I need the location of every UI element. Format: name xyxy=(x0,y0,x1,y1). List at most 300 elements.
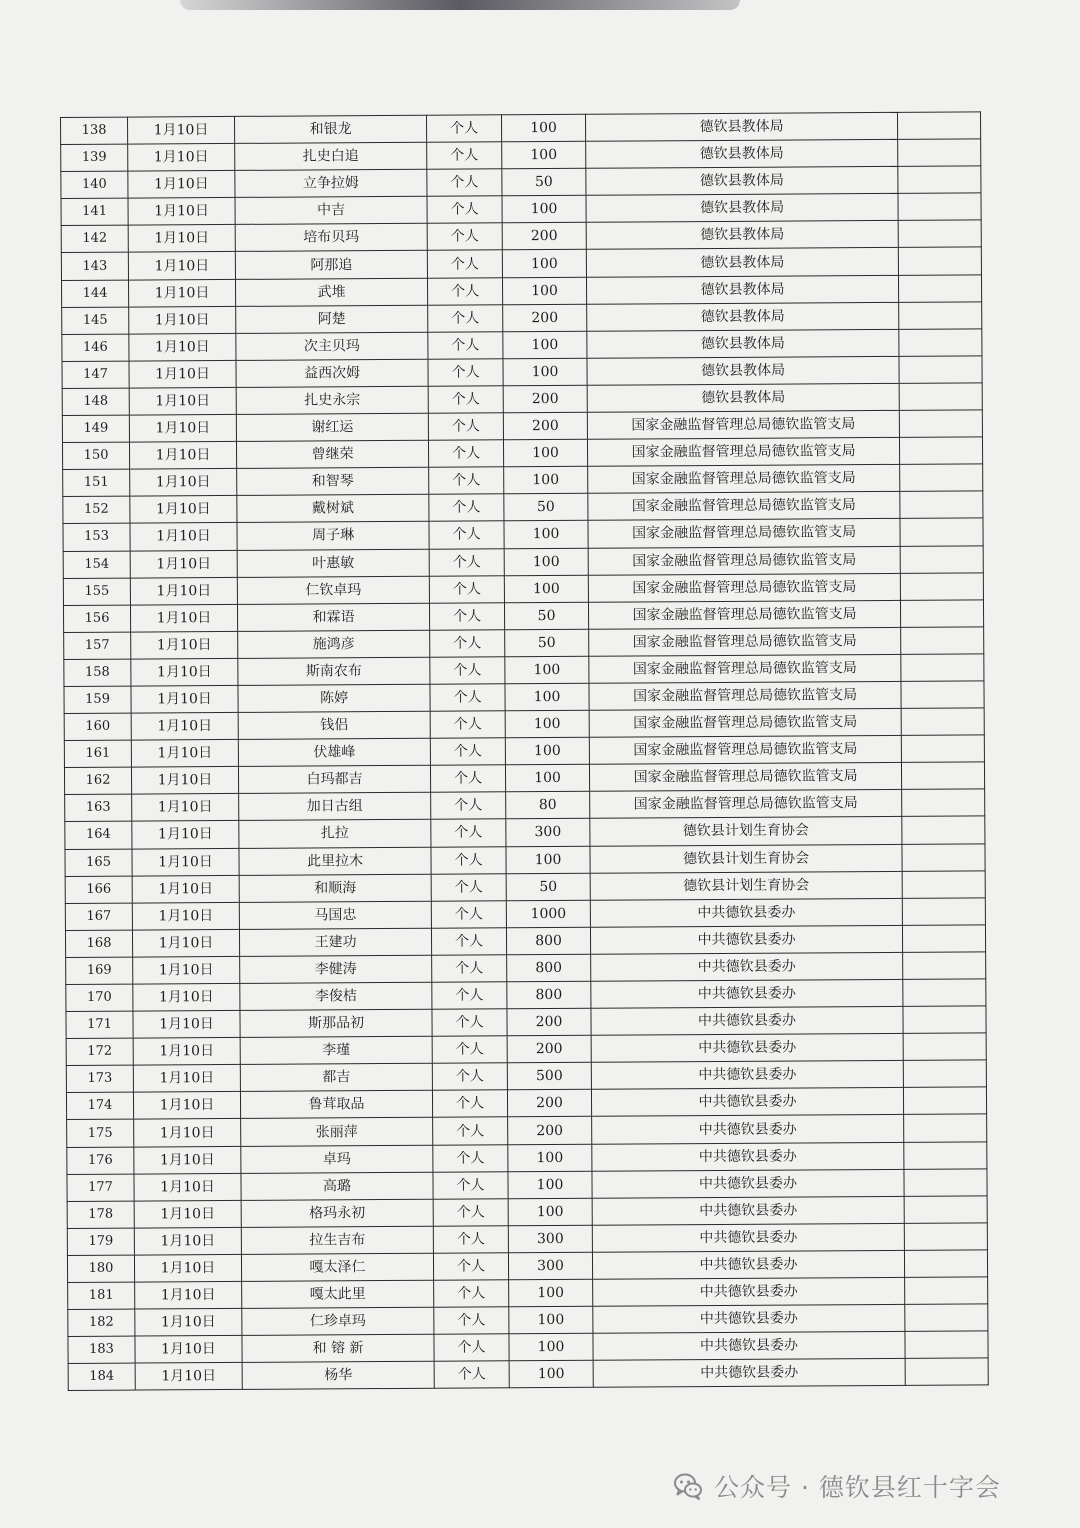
donor-unit: 德钦县教体局 xyxy=(586,275,898,304)
donation-amount: 200 xyxy=(508,1117,592,1145)
watermark-text: 公众号 · 德钦县红十字会 xyxy=(714,1473,1001,1502)
donation-amount: 800 xyxy=(507,981,591,1009)
row-number: 182 xyxy=(68,1309,135,1337)
donation-date: 1月10日 xyxy=(129,442,236,470)
row-number: 170 xyxy=(66,984,133,1012)
donor-type: 个人 xyxy=(427,196,502,224)
row-number: 160 xyxy=(64,713,131,741)
donor-unit: 中共德钦县委办 xyxy=(593,1304,905,1333)
donation-date: 1月10日 xyxy=(128,225,235,253)
donation-amount: 100 xyxy=(502,250,586,278)
remarks-cell xyxy=(901,762,984,790)
donor-type: 个人 xyxy=(431,846,506,874)
donor-type: 个人 xyxy=(433,1253,508,1281)
wechat-icon xyxy=(672,1470,704,1502)
donor-type: 个人 xyxy=(427,223,502,251)
donor-name: 斯南农布 xyxy=(238,657,430,685)
donor-name: 扎史永宗 xyxy=(236,386,428,414)
remarks-cell xyxy=(903,952,986,980)
row-number: 171 xyxy=(66,1011,133,1039)
remarks-cell xyxy=(897,112,980,140)
donation-date: 1月10日 xyxy=(132,929,239,957)
donor-type: 个人 xyxy=(429,602,504,630)
row-number: 144 xyxy=(61,280,128,308)
donation-date: 1月10日 xyxy=(128,252,235,280)
donation-date: 1月10日 xyxy=(131,767,238,795)
donation-amount: 1000 xyxy=(506,900,590,928)
donor-unit: 中共德钦县委办 xyxy=(592,1115,904,1144)
donor-unit: 中共德钦县委办 xyxy=(593,1332,905,1361)
donation-date: 1月10日 xyxy=(128,144,235,172)
row-number: 162 xyxy=(64,767,131,795)
donor-name: 加日古组 xyxy=(239,793,431,821)
donation-date: 1月10日 xyxy=(128,198,235,226)
donor-unit: 国家金融监督管理总局德钦监管支局 xyxy=(588,546,900,575)
remarks-cell xyxy=(904,1141,987,1169)
donor-type: 个人 xyxy=(427,250,502,278)
donor-unit: 国家金融监督管理总局德钦监管支局 xyxy=(588,519,900,548)
donor-unit: 中共德钦县委办 xyxy=(591,1088,903,1117)
donor-name: 李俊桔 xyxy=(240,982,432,1010)
row-number: 164 xyxy=(65,822,132,850)
donation-amount: 100 xyxy=(508,1198,592,1226)
donation-amount: 200 xyxy=(503,385,587,413)
donor-name: 嘎太泽仁 xyxy=(241,1253,433,1281)
donation-amount: 100 xyxy=(503,331,587,359)
donation-date: 1月10日 xyxy=(129,333,236,361)
remarks-cell xyxy=(904,1114,987,1142)
donor-unit: 德钦县教体局 xyxy=(586,221,898,250)
donation-amount: 200 xyxy=(503,304,587,332)
donor-type: 个人 xyxy=(428,386,503,414)
donor-name: 和 镕 新 xyxy=(242,1334,434,1362)
donor-unit: 国家金融监督管理总局德钦监管支局 xyxy=(588,600,900,629)
remarks-cell xyxy=(901,654,984,682)
row-number: 172 xyxy=(66,1038,133,1066)
row-number: 147 xyxy=(62,361,129,389)
remarks-cell xyxy=(902,816,985,844)
donation-amount: 200 xyxy=(503,412,587,440)
donation-amount: 80 xyxy=(506,792,590,820)
donor-name: 培布贝玛 xyxy=(235,224,427,252)
donor-type: 个人 xyxy=(431,873,506,901)
remarks-cell xyxy=(900,518,983,546)
donor-name: 仁珍卓玛 xyxy=(242,1307,434,1335)
donation-date: 1月10日 xyxy=(135,1336,242,1364)
donation-date: 1月10日 xyxy=(131,740,238,768)
donation-date: 1月10日 xyxy=(131,631,238,659)
donor-name: 扎拉 xyxy=(239,820,431,848)
donation-date: 1月10日 xyxy=(131,658,238,686)
row-number: 138 xyxy=(61,117,128,145)
remarks-cell xyxy=(903,1060,986,1088)
row-number: 179 xyxy=(67,1228,134,1256)
donation-amount: 100 xyxy=(509,1333,593,1361)
donor-unit: 国家金融监督管理总局德钦监管支局 xyxy=(588,573,900,602)
donation-amount: 200 xyxy=(507,1035,591,1063)
row-number: 184 xyxy=(68,1363,135,1391)
remarks-cell xyxy=(904,1223,987,1251)
donor-name: 次主贝玛 xyxy=(236,332,428,360)
donation-date: 1月10日 xyxy=(132,794,239,822)
donation-amount: 100 xyxy=(509,1361,593,1389)
row-number: 167 xyxy=(65,903,132,931)
donation-amount: 100 xyxy=(502,277,586,305)
donor-unit: 中共德钦县委办 xyxy=(591,952,903,981)
row-number: 173 xyxy=(66,1065,133,1093)
donor-name: 叶惠敏 xyxy=(237,549,429,577)
donor-type: 个人 xyxy=(429,548,504,576)
donation-table xyxy=(60,111,989,1391)
donor-type: 个人 xyxy=(428,332,503,360)
row-number: 157 xyxy=(64,632,131,660)
row-number: 178 xyxy=(67,1201,134,1229)
donation-date: 1月10日 xyxy=(134,1227,241,1255)
remarks-cell xyxy=(905,1331,988,1359)
donor-name: 高璐 xyxy=(241,1172,433,1200)
donor-type: 个人 xyxy=(430,657,505,685)
donation-table-wrapper xyxy=(60,111,988,1391)
donor-type: 个人 xyxy=(432,1009,507,1037)
donor-name: 阿那追 xyxy=(235,251,427,279)
donation-amount: 50 xyxy=(504,494,588,522)
donation-amount: 100 xyxy=(508,1171,592,1199)
remarks-cell xyxy=(898,220,981,248)
donor-name: 格玛永初 xyxy=(241,1199,433,1227)
remarks-cell xyxy=(898,193,981,221)
donation-amount: 100 xyxy=(504,467,588,495)
donation-date: 1月10日 xyxy=(132,821,239,849)
donor-name: 和银龙 xyxy=(234,115,426,143)
donor-unit: 国家金融监督管理总局德钦监管支局 xyxy=(590,790,902,819)
remarks-cell xyxy=(902,843,985,871)
donor-type: 个人 xyxy=(429,521,504,549)
donation-date: 1月10日 xyxy=(133,983,240,1011)
remarks-cell xyxy=(905,1358,988,1386)
table-body xyxy=(61,112,989,1391)
row-number: 153 xyxy=(63,523,130,551)
remarks-cell xyxy=(899,383,982,411)
donor-name: 卓玛 xyxy=(241,1145,433,1173)
donor-type: 个人 xyxy=(432,1090,507,1118)
donor-unit: 德钦县教体局 xyxy=(587,302,899,331)
donor-type: 个人 xyxy=(432,982,507,1010)
donor-name: 陈婷 xyxy=(238,684,430,712)
donor-name: 拉生吉布 xyxy=(241,1226,433,1254)
remarks-cell xyxy=(904,1196,987,1224)
donor-name: 张丽萍 xyxy=(241,1118,433,1146)
donation-date: 1月10日 xyxy=(133,956,240,984)
row-number: 150 xyxy=(62,442,129,470)
row-number: 183 xyxy=(68,1336,135,1364)
remarks-cell xyxy=(903,1087,986,1115)
donation-amount: 100 xyxy=(505,656,589,684)
donation-amount: 100 xyxy=(502,141,586,169)
donor-type: 个人 xyxy=(433,1144,508,1172)
remarks-cell xyxy=(898,139,981,167)
donor-type: 个人 xyxy=(428,440,503,468)
row-number: 139 xyxy=(61,144,128,172)
donor-unit: 国家金融监督管理总局德钦监管支局 xyxy=(589,763,901,792)
donor-name: 伏雄峰 xyxy=(238,738,430,766)
row-number: 152 xyxy=(63,496,130,524)
remarks-cell xyxy=(899,437,982,465)
remarks-cell xyxy=(901,735,984,763)
donation-amount: 100 xyxy=(509,1279,593,1307)
remarks-cell xyxy=(902,870,985,898)
donation-date: 1月10日 xyxy=(132,875,239,903)
donor-type: 个人 xyxy=(430,765,505,793)
donation-date: 1月10日 xyxy=(133,1038,240,1066)
remarks-cell xyxy=(904,1169,987,1197)
donor-unit: 德钦县教体局 xyxy=(586,167,898,196)
donor-name: 鲁茸取品 xyxy=(240,1091,432,1119)
row-number: 177 xyxy=(67,1174,134,1202)
donor-unit: 德钦县计划生育协会 xyxy=(590,817,902,846)
donor-type: 个人 xyxy=(430,630,505,658)
donation-date: 1月10日 xyxy=(131,712,238,740)
donor-type: 个人 xyxy=(431,901,506,929)
remarks-cell xyxy=(901,627,984,655)
donation-date: 1月10日 xyxy=(135,1363,242,1391)
donor-type: 个人 xyxy=(434,1280,509,1308)
donation-date: 1月10日 xyxy=(132,848,239,876)
donor-type: 个人 xyxy=(431,819,506,847)
donor-name: 斯那品初 xyxy=(240,1009,432,1037)
donor-name: 嘎太此里 xyxy=(242,1280,434,1308)
donation-amount: 200 xyxy=(502,223,586,251)
donation-amount: 100 xyxy=(509,1306,593,1334)
donation-amount: 100 xyxy=(504,548,588,576)
row-number: 140 xyxy=(61,171,128,199)
donation-amount: 100 xyxy=(506,846,590,874)
donor-type: 个人 xyxy=(429,494,504,522)
donor-type: 个人 xyxy=(431,792,506,820)
remarks-cell xyxy=(898,274,981,302)
remarks-cell xyxy=(898,247,981,275)
donor-unit: 中共德钦县委办 xyxy=(593,1277,905,1306)
donor-type: 个人 xyxy=(428,359,503,387)
donation-date: 1月10日 xyxy=(134,1146,241,1174)
donor-name: 仁钦卓玛 xyxy=(237,576,429,604)
donor-name: 周子琳 xyxy=(237,522,429,550)
donation-amount: 100 xyxy=(504,575,588,603)
donor-name: 中吉 xyxy=(235,197,427,225)
donor-unit: 德钦县教体局 xyxy=(587,356,899,385)
donor-type: 个人 xyxy=(426,115,501,143)
row-number: 163 xyxy=(65,794,132,822)
donor-unit: 国家金融监督管理总局德钦监管支局 xyxy=(589,627,901,656)
donor-unit: 国家金融监督管理总局德钦监管支局 xyxy=(589,681,901,710)
donor-type: 个人 xyxy=(428,304,503,332)
donation-amount: 100 xyxy=(505,765,589,793)
row-number: 165 xyxy=(65,849,132,877)
remarks-cell xyxy=(899,356,982,384)
donor-type: 个人 xyxy=(429,575,504,603)
donation-date: 1月10日 xyxy=(134,1254,241,1282)
donor-name: 益西次姆 xyxy=(236,359,428,387)
donor-name: 立争拉姆 xyxy=(235,169,427,197)
donation-date: 1月10日 xyxy=(128,171,235,199)
remarks-cell xyxy=(900,464,983,492)
donation-date: 1月10日 xyxy=(129,414,236,442)
row-number: 148 xyxy=(62,388,129,416)
donation-amount: 200 xyxy=(507,1090,591,1118)
row-number: 151 xyxy=(63,469,130,497)
remarks-cell xyxy=(900,491,983,519)
donor-unit: 国家金融监督管理总局德钦监管支局 xyxy=(587,410,899,439)
donor-type: 个人 xyxy=(429,467,504,495)
donation-amount: 300 xyxy=(506,819,590,847)
donation-date: 1月10日 xyxy=(128,279,235,307)
row-number: 141 xyxy=(61,198,128,226)
donor-name: 戴树斌 xyxy=(237,495,429,523)
donor-unit: 德钦县教体局 xyxy=(585,112,897,141)
remarks-cell xyxy=(903,979,986,1007)
donor-type: 个人 xyxy=(433,1117,508,1145)
donation-amount: 100 xyxy=(505,737,589,765)
remarks-cell xyxy=(898,166,981,194)
donor-unit: 中共德钦县委办 xyxy=(591,1006,903,1035)
donor-type: 个人 xyxy=(427,142,502,170)
donor-unit: 德钦县计划生育协会 xyxy=(590,871,902,900)
donation-date: 1月10日 xyxy=(130,469,237,497)
donor-unit: 国家金融监督管理总局德钦监管支局 xyxy=(588,465,900,494)
donor-type: 个人 xyxy=(433,1171,508,1199)
donation-date: 1月10日 xyxy=(133,1065,240,1093)
donation-amount: 100 xyxy=(503,439,587,467)
remarks-cell xyxy=(899,302,982,330)
donor-unit: 德钦县教体局 xyxy=(587,383,899,412)
donor-unit: 中共德钦县委办 xyxy=(592,1196,904,1225)
remarks-cell xyxy=(901,708,984,736)
remarks-cell xyxy=(902,898,985,926)
donor-name: 此里拉木 xyxy=(239,847,431,875)
donor-unit: 德钦县计划生育协会 xyxy=(590,844,902,873)
remarks-cell xyxy=(904,1250,987,1278)
row-number: 145 xyxy=(62,307,129,335)
donor-name: 和顺海 xyxy=(239,874,431,902)
donation-date: 1月10日 xyxy=(131,685,238,713)
donation-amount: 100 xyxy=(502,196,586,224)
donor-unit: 中共德钦县委办 xyxy=(591,1061,903,1090)
donor-type: 个人 xyxy=(430,738,505,766)
donation-amount: 100 xyxy=(505,683,589,711)
donor-type: 个人 xyxy=(428,413,503,441)
donor-unit: 国家金融监督管理总局德钦监管支局 xyxy=(589,736,901,765)
row-number: 146 xyxy=(62,334,129,362)
remarks-cell xyxy=(903,1033,986,1061)
row-number: 156 xyxy=(63,605,130,633)
donation-date: 1月10日 xyxy=(130,496,237,524)
donor-type: 个人 xyxy=(430,711,505,739)
donation-amount: 50 xyxy=(505,629,589,657)
donation-amount: 200 xyxy=(507,1008,591,1036)
donor-type: 个人 xyxy=(432,1063,507,1091)
donor-name: 马国忠 xyxy=(239,901,431,929)
donation-amount: 800 xyxy=(507,954,591,982)
donor-name: 和霖语 xyxy=(237,603,429,631)
donor-unit: 中共德钦县委办 xyxy=(592,1142,904,1171)
row-number: 155 xyxy=(63,578,130,606)
row-number: 176 xyxy=(67,1147,134,1175)
donation-date: 1月10日 xyxy=(130,604,237,632)
donor-type: 个人 xyxy=(432,955,507,983)
row-number: 143 xyxy=(61,253,128,281)
row-number: 168 xyxy=(65,930,132,958)
donor-type: 个人 xyxy=(430,684,505,712)
donation-amount: 300 xyxy=(508,1225,592,1253)
donor-name: 钱侣 xyxy=(238,711,430,739)
row-number: 149 xyxy=(62,415,129,443)
donation-date: 1月10日 xyxy=(129,306,236,334)
donation-amount: 50 xyxy=(504,602,588,630)
donor-unit: 中共德钦县委办 xyxy=(592,1250,904,1279)
donor-unit: 国家金融监督管理总局德钦监管支局 xyxy=(588,492,900,521)
donor-type: 个人 xyxy=(427,277,502,305)
donation-date: 1月10日 xyxy=(133,1011,240,1039)
donation-date: 1月10日 xyxy=(135,1281,242,1309)
donor-type: 个人 xyxy=(433,1199,508,1227)
donor-name: 都吉 xyxy=(240,1064,432,1092)
remarks-cell xyxy=(903,1006,986,1034)
donation-amount: 50 xyxy=(506,873,590,901)
donation-date: 1月10日 xyxy=(135,1309,242,1337)
donor-type: 个人 xyxy=(431,928,506,956)
donation-date: 1月10日 xyxy=(133,1092,240,1120)
remarks-cell xyxy=(905,1277,988,1305)
remarks-cell xyxy=(900,545,983,573)
donation-amount: 100 xyxy=(508,1144,592,1172)
row-number: 175 xyxy=(67,1120,134,1148)
donor-type: 个人 xyxy=(427,169,502,197)
row-number: 169 xyxy=(66,957,133,985)
donor-type: 个人 xyxy=(434,1334,509,1362)
donation-amount: 50 xyxy=(502,168,586,196)
donor-name: 杨华 xyxy=(242,1362,434,1390)
donor-unit: 中共德钦县委办 xyxy=(592,1223,904,1252)
donation-amount: 100 xyxy=(505,710,589,738)
donation-amount: 800 xyxy=(506,927,590,955)
donor-unit: 德钦县教体局 xyxy=(586,139,898,168)
donation-date: 1月10日 xyxy=(132,902,239,930)
donor-unit: 德钦县教体局 xyxy=(587,329,899,358)
remarks-cell xyxy=(902,789,985,817)
donor-type: 个人 xyxy=(433,1226,508,1254)
donor-unit: 中共德钦县委办 xyxy=(591,979,903,1008)
row-number: 181 xyxy=(68,1282,135,1310)
donor-name: 李瑾 xyxy=(240,1036,432,1064)
donation-date: 1月10日 xyxy=(128,116,235,144)
donor-name: 和智琴 xyxy=(237,467,429,495)
remarks-cell xyxy=(901,681,984,709)
donor-unit: 国家金融监督管理总局德钦监管支局 xyxy=(587,438,899,467)
donor-name: 曾继荣 xyxy=(236,440,428,468)
donor-type: 个人 xyxy=(434,1307,509,1335)
donation-date: 1月10日 xyxy=(134,1200,241,1228)
donor-unit: 中共德钦县委办 xyxy=(590,925,902,954)
donor-name: 谢红运 xyxy=(236,413,428,441)
donor-type: 个人 xyxy=(432,1036,507,1064)
donor-type: 个人 xyxy=(434,1361,509,1389)
row-number: 159 xyxy=(64,686,131,714)
donor-unit: 中共德钦县委办 xyxy=(591,1034,903,1063)
donation-amount: 500 xyxy=(507,1063,591,1091)
donation-date: 1月10日 xyxy=(130,577,237,605)
row-number: 174 xyxy=(66,1092,133,1120)
donation-date: 1月10日 xyxy=(129,387,236,415)
donor-name: 施鸿彦 xyxy=(238,630,430,658)
